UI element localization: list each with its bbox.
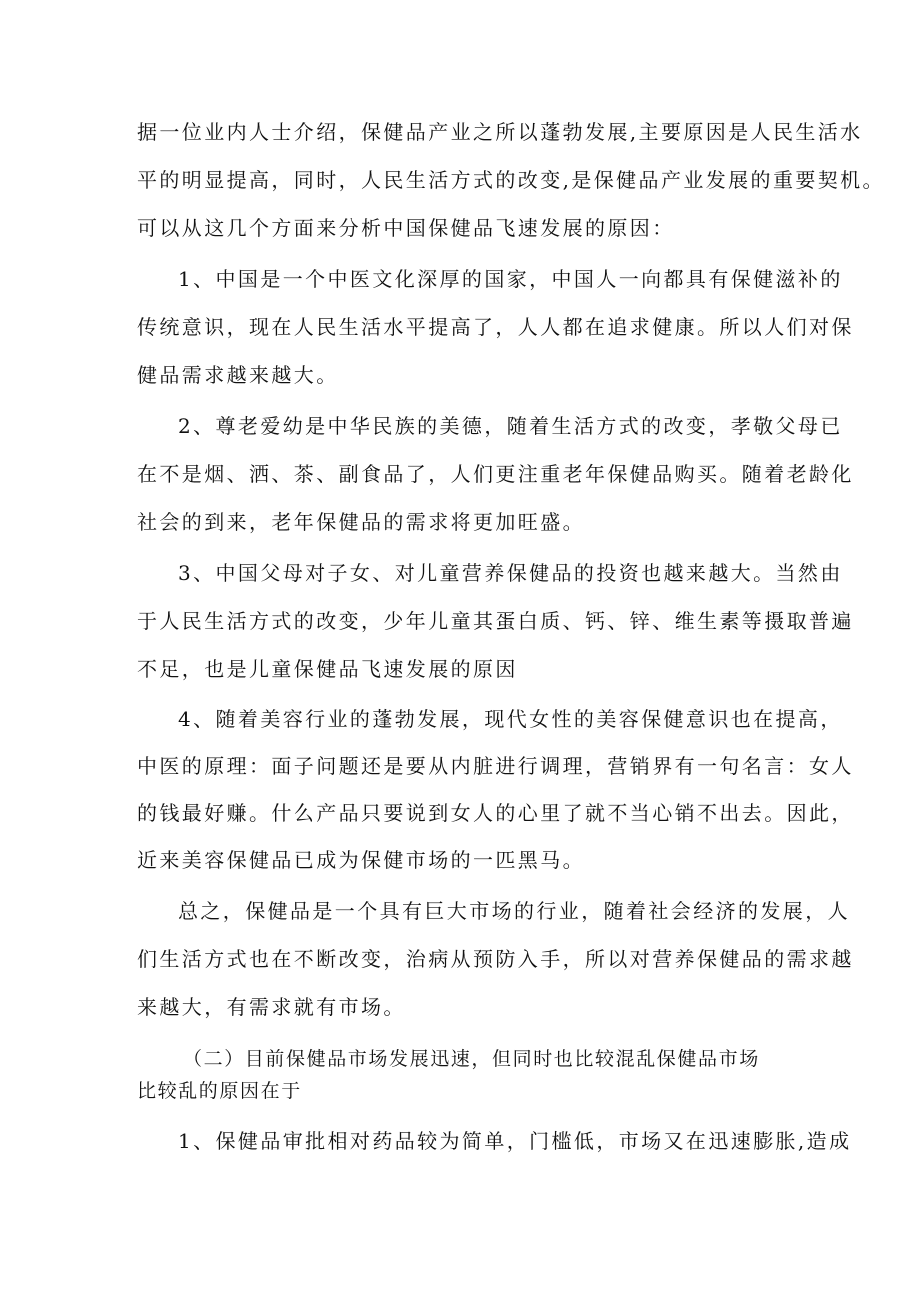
point-2-line-3: 社会的到来，老年保健品的需求将更加旺盛。 (137, 510, 585, 534)
point-1-line-1: 1、中国是一个中医文化深厚的国家，中国人一向都具有保健滋补的 (178, 267, 843, 291)
paragraph-intro-line-3: 可以从这几个方面来分析中国保健品飞速发展的原因： (137, 216, 675, 240)
point-2-line-1: 2、尊老爱幼是中华民族的美德，随着生活方式的改变，孝敬父母已 (178, 414, 843, 438)
paragraph-intro-line-2: 平的明显提高，同时，人民生活方式的改变,是保健品产业发展的重要契机。 (137, 168, 885, 192)
summary-line-3: 来越大，有需求就有市场。 (137, 995, 406, 1019)
point-4-line-3: 的钱最好赚。什么产品只要说到女人的心里了就不当心销不出去。因此， (137, 801, 854, 825)
point-2-line-2: 在不是烟、洒、茶、副食品了，人们更注重老年保健品购买。随着老龄化 (137, 462, 854, 486)
point-3-line-1: 3、中国父母对子女、对儿童营养保健品的投资也越来越大。当然由 (178, 561, 843, 585)
cause-1-line-1: 1、保健品审批相对药品较为简单，门槛低，市场又在迅速膨胀,造成 (178, 1129, 852, 1153)
point-3-line-2: 于人民生活方式的改变，少年儿童其蛋白质、钙、锌、维生素等摄取普遍 (137, 609, 854, 633)
summary-line-2: 们生活方式也在不断改变，治病从预防入手，所以对营养保健品的需求越 (137, 947, 854, 971)
point-4-line-1: 4、随着美容行业的蓬勃发展，现代女性的美容保健意识也在提高， (178, 707, 843, 731)
paragraph-intro-line-1: 据一位业内人士介绍，保健品产业之所以蓬勃发展,主要原因是人民生活水 (137, 120, 863, 144)
point-4-line-2: 中医的原理：面子问题还是要从内脏进行调理，营销界有一句名言：女人 (137, 754, 854, 778)
summary-line-1: 总之，保健品是一个具有巨大市场的行业，随着社会经济的发展，人 (178, 899, 850, 923)
section-heading-line-1: （二）目前保健品市场发展迅速，但同时也比较混乱保健品市场 (183, 1048, 760, 1070)
point-1-line-3: 健品需求越来越大。 (137, 363, 339, 387)
section-heading-line-2: 比较乱的原因在于 (137, 1080, 302, 1102)
point-1-line-2: 传统意识，现在人民生活水平提高了，人人都在追求健康。所以人们对保 (137, 315, 854, 339)
point-3-line-3: 不足，也是儿童保健品飞速发展的原因 (137, 657, 518, 681)
point-4-line-4: 近来美容保健品已成为保健市场的一匹黑马。 (137, 848, 585, 872)
